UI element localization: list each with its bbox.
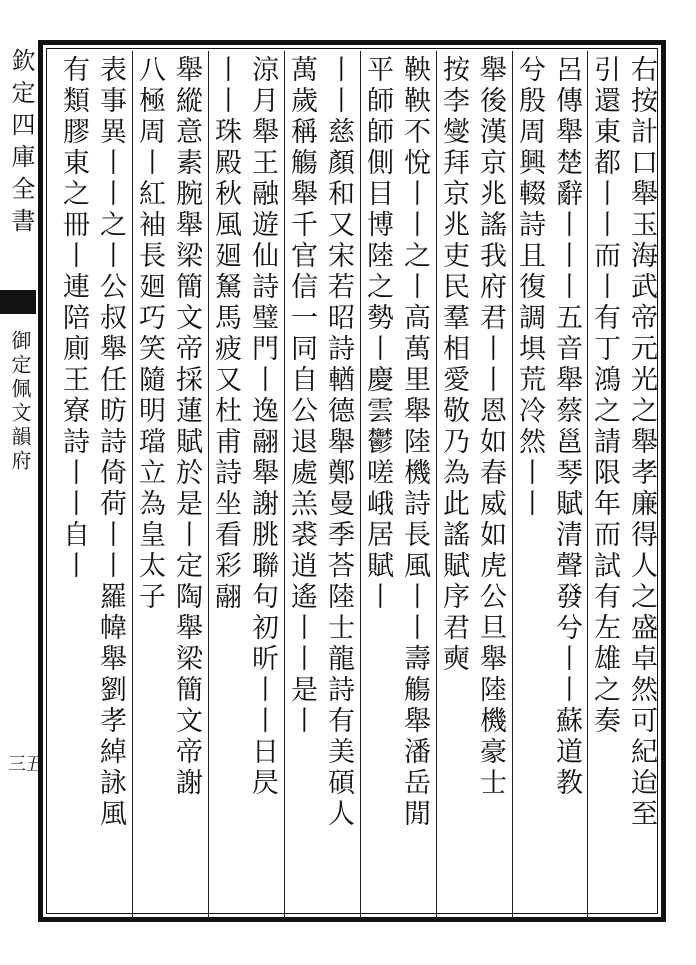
fishtail-mark: [0, 290, 36, 314]
column-rule: [132, 51, 133, 919]
text-column: 鞅鞅不悅丨丨之丨高萬里舉陸機詩長風丨丨壽觴舉潘岳閒: [399, 55, 430, 830]
book-title: 御定佩文韻府: [8, 330, 32, 474]
text-column: 丨丨慈顏和又宋若昭詩輶德舉鄭曼季荅陸士龍詩有美碩人: [323, 55, 354, 830]
column-rule: [512, 51, 513, 919]
column-rule: [436, 51, 437, 919]
text-column: 引還東都丨丨而丨有丁鴻之請限年而試有左雄之奏: [589, 55, 620, 737]
column-rule: [360, 51, 361, 919]
text-column: 八極周丨紅袖長廻巧笑隨明璫立為皇太子: [134, 55, 165, 613]
text-column: 平師師側目博陸之勢丨慶雲鬱嗟峨居賦丨: [362, 55, 393, 613]
text-column: 有類膠東之冊丨連陪廁王寮詩丨丨自丨: [58, 55, 89, 582]
text-column: 按李燮拜京兆吏民羣相愛敬乃為此謠賦序君奭: [438, 55, 469, 675]
column-rule: [587, 51, 588, 919]
text-column: 舉縱意素腕舉梁簡文帝採蓮賦於是丨定陶舉梁簡文帝謝: [171, 55, 202, 799]
text-column: 舉後漢京兆謠我府君丨丨恩如春威如虎公旦舉陸機豪士: [475, 55, 506, 799]
collection-title: 欽定四庫全書: [7, 48, 35, 240]
text-column: 萬歲稱觴舉千官信一同自公退處羔裘逍遙丨丨是丨: [286, 55, 317, 737]
page-number: 三五: [8, 754, 44, 775]
text-column: 右按計口舉玉海武帝元光之舉孝廉得人之盛卓然可紀迨至: [626, 55, 657, 830]
text-column: 丨丨珠殿秋風廻駑馬疲又杜甫詩坐看彩翮: [210, 55, 241, 613]
text-column: 兮殷周興輟詩且復調埧荒冷然丨丨: [514, 55, 545, 520]
text-column: 涼月舉王融遊仙詩璧門丨逸翮舉謝朓聯句初昕丨丨日昃: [247, 55, 278, 799]
column-rule: [208, 51, 209, 919]
text-column: 呂傳舉楚辭丨丨丨五音舉蔡邕琴賦清聲發兮丨丨蘇道教: [551, 55, 582, 799]
text-frame: [38, 40, 666, 922]
column-rule: [284, 51, 285, 919]
text-column: 表事異丨丨之丨公叔舉任昉詩倚荷丨丨羅幃舉劉孝綽詠風: [95, 55, 126, 830]
